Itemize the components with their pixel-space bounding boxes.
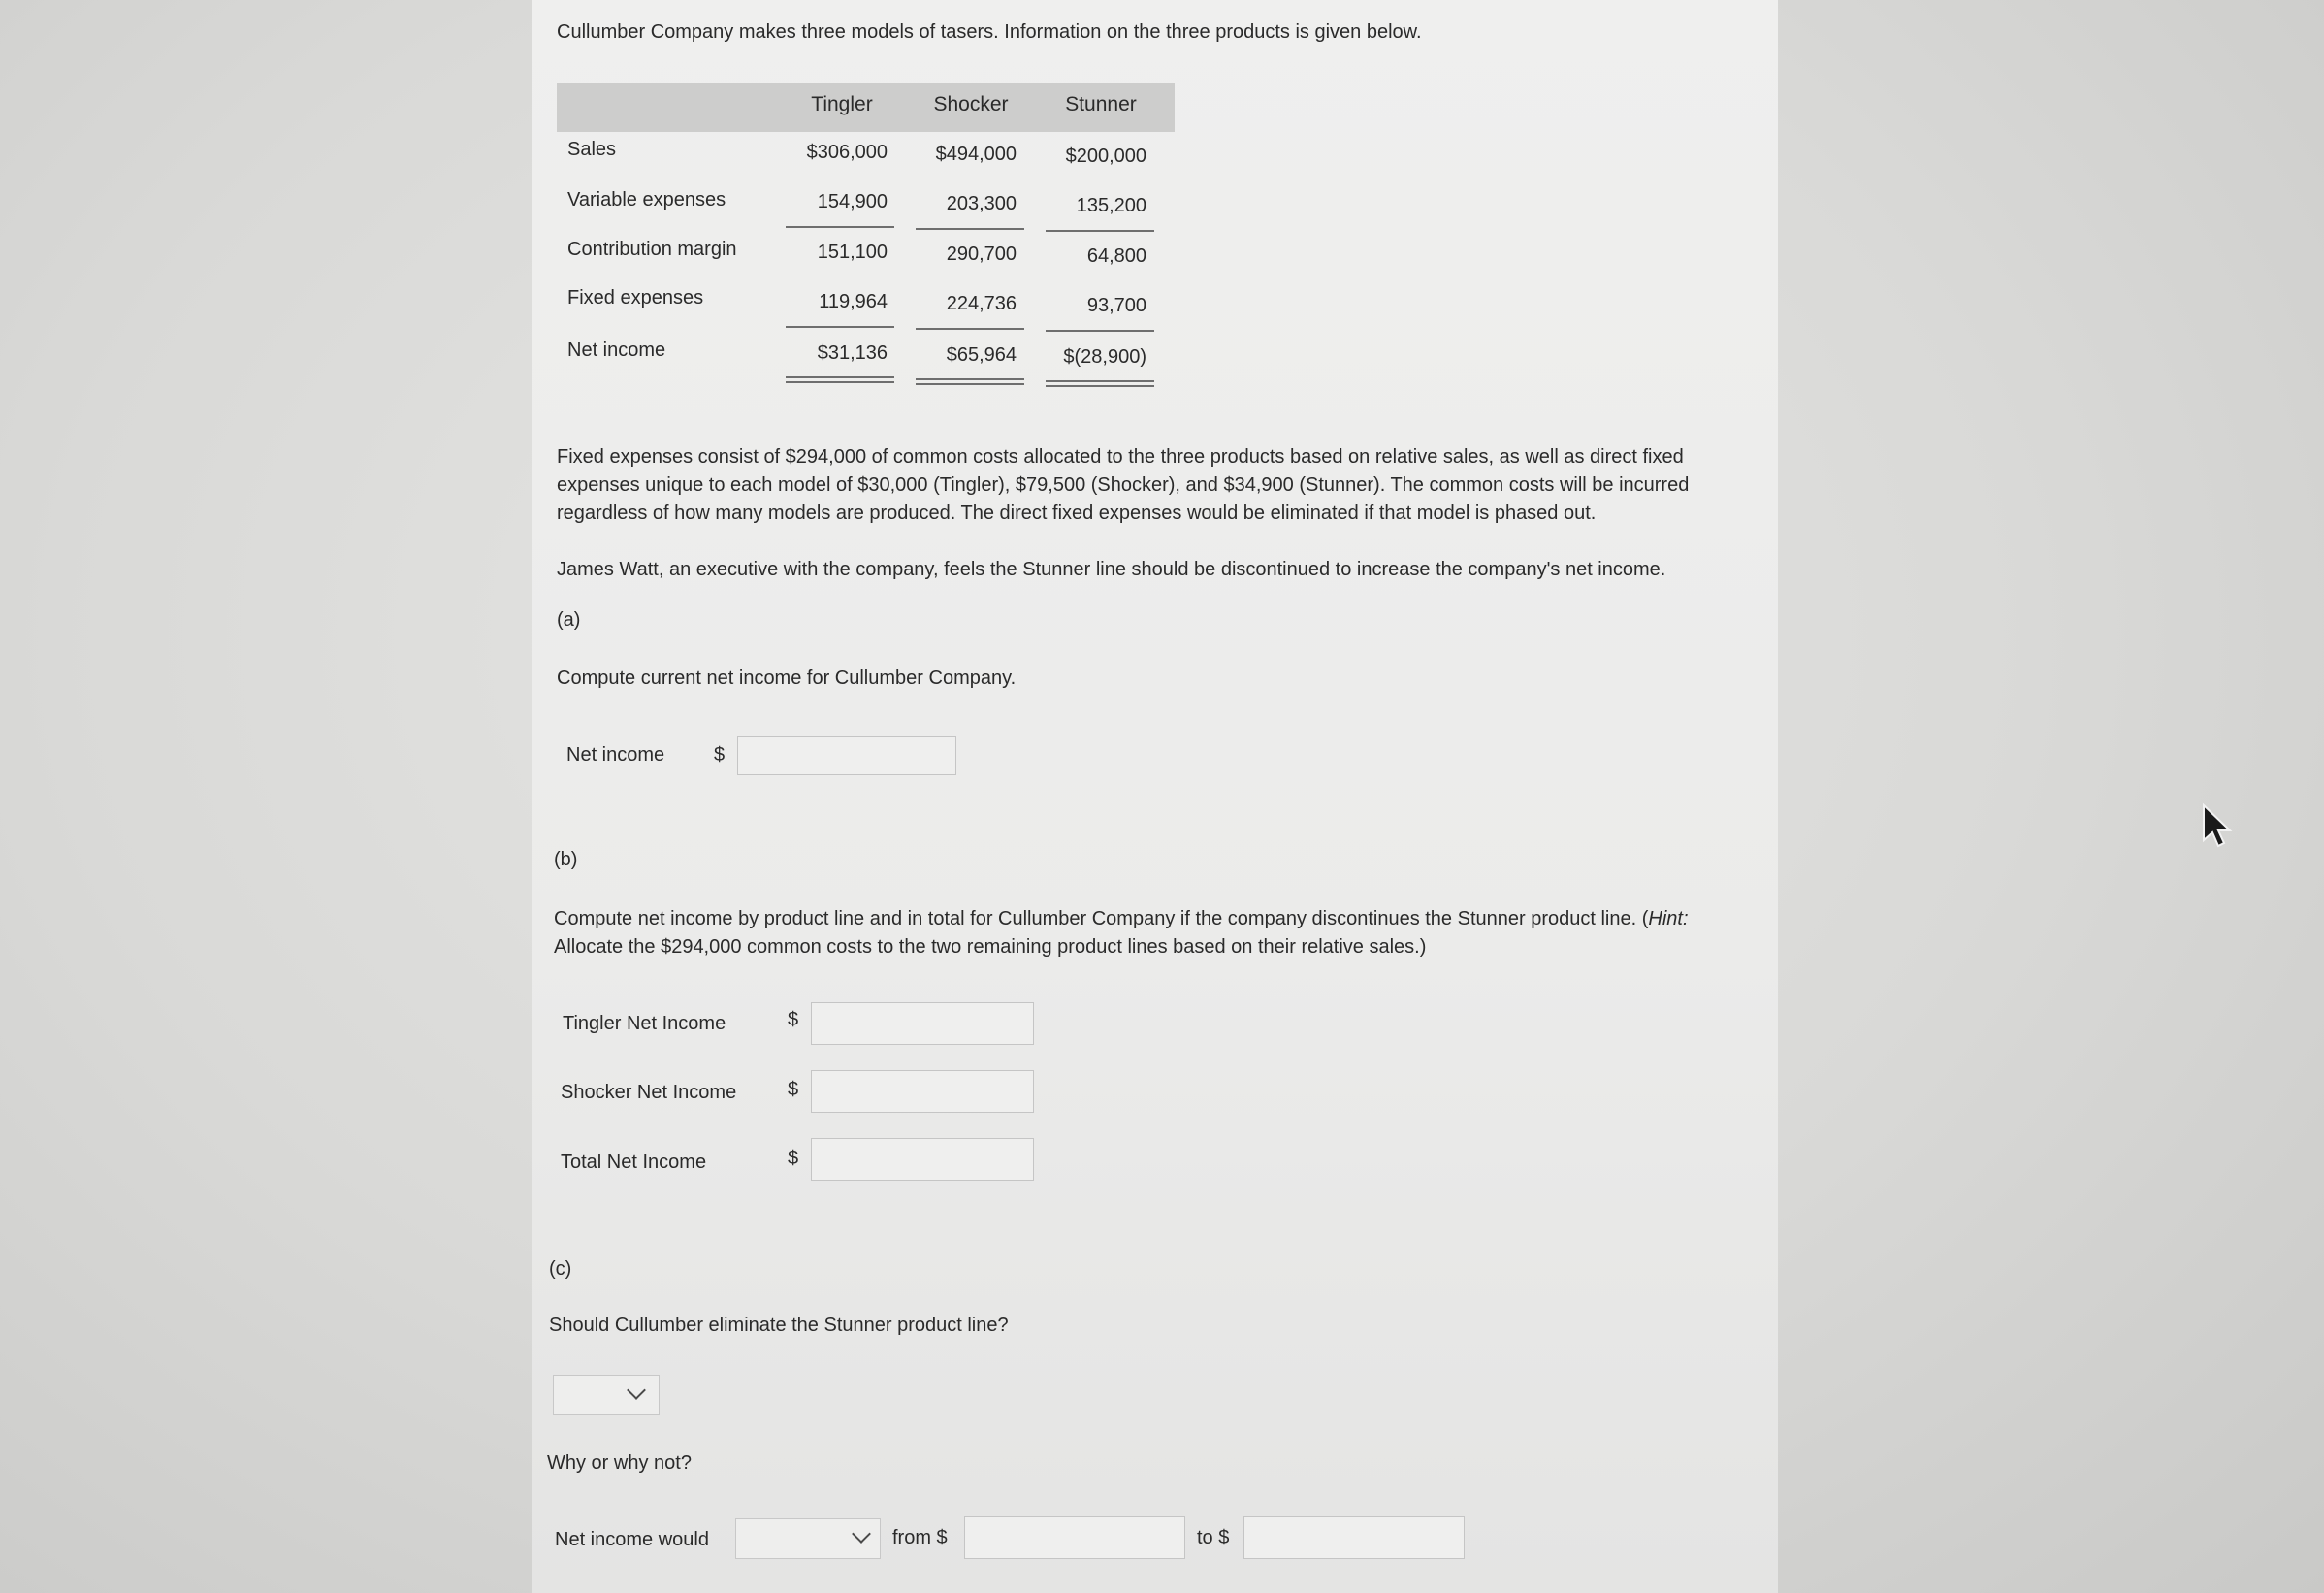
underline-fixed-shocker [916,328,1024,330]
underline-variable-tingler [786,226,894,228]
part-c-question: Should Cullumber eliminate the Stunner product line? [549,1315,1009,1336]
cell-sales-tingler: $306,000 [806,142,888,163]
row-label-sales: Sales [567,139,617,160]
from-amount-input[interactable] [964,1516,1185,1559]
cell-variable-shocker: 203,300 [946,193,1017,214]
double-underline-net-tingler [786,376,894,383]
intro-text: Cullumber Company makes three models of tasers. Information on the three products is given below. [557,21,1422,43]
net-income-input[interactable] [737,736,956,775]
total-net-income-currency: $ [788,1148,799,1169]
part-c-label: (c) [549,1258,572,1280]
cell-sales-shocker: $494,000 [935,144,1017,165]
col-header-tingler: Tingler [811,93,873,115]
part-b-question-line-2: Allocate the $294,000 common costs to the two remaining product lines based on their relative sales.) [554,936,1427,958]
cell-contribution-stunner: 64,800 [1086,245,1146,267]
chevron-down-icon [627,1381,646,1400]
cell-fixed-stunner: 93,700 [1086,295,1146,316]
mouse-pointer-icon [2200,803,2233,855]
cell-variable-tingler: 154,900 [817,191,888,212]
underline-variable-stunner [1046,230,1154,232]
fixed-para-line-2: expenses unique to each model of $30,000 (Tingler), $79,500 (Shocker), and $34,900 (Stunner). The common costs will be incurred [557,474,1690,496]
shocker-net-income-label: Shocker Net Income [561,1082,737,1103]
double-underline-net-stunner [1046,380,1154,387]
net-income-would-label: Net income would [555,1529,709,1550]
to-label: to $ [1197,1527,1230,1548]
cell-contribution-tingler: 151,100 [817,242,888,263]
underline-fixed-stunner [1046,330,1154,332]
net-income-would-select[interactable] [735,1518,881,1559]
part-b-question-line-1: Compute net income by product line and in total for Cullumber Company if the company discontinues the Stunner product line. (Hint: [554,908,1689,929]
total-net-income-input[interactable] [811,1138,1034,1181]
cell-contribution-shocker: 290,700 [946,244,1017,265]
double-underline-net-shocker [916,378,1024,385]
row-label-fixed-expenses: Fixed expenses [567,287,704,309]
tingler-net-income-label: Tingler Net Income [563,1013,726,1034]
fixed-para-line-3: regardless of how many models are produced. The direct fixed expenses would be eliminated if that model is phased out. [557,503,1597,524]
chevron-down-icon [852,1524,871,1544]
underline-variable-shocker [916,228,1024,230]
tingler-net-income-currency: $ [788,1009,799,1030]
cell-variable-stunner: 135,200 [1076,195,1146,216]
to-amount-input[interactable] [1243,1516,1465,1559]
cell-sales-stunner: $200,000 [1065,146,1146,167]
cell-net-tingler: $31,136 [817,342,888,364]
james-watt-paragraph: James Watt, an executive with the company, feels the Stunner line should be discontinued to increase the company's net income. [557,559,1666,580]
total-net-income-label: Total Net Income [561,1152,707,1173]
tingler-net-income-input[interactable] [811,1002,1034,1045]
why-label: Why or why not? [547,1452,692,1474]
eliminate-stunner-select[interactable] [553,1375,660,1415]
col-header-stunner: Stunner [1065,93,1137,115]
underline-fixed-tingler [786,326,894,328]
part-b-label: (b) [554,849,578,870]
shocker-net-income-input[interactable] [811,1070,1034,1113]
hint-word: Hint: [1648,908,1689,929]
cell-net-stunner: $(28,900) [1063,346,1146,368]
part-a-question: Compute current net income for Cullumber Company. [557,667,1017,689]
cell-fixed-tingler: 119,964 [819,291,888,312]
from-label: from $ [892,1527,948,1548]
fixed-para-line-1: Fixed expenses consist of $294,000 of common costs allocated to the three products based on relative sales, as well as direct fixed [557,446,1684,468]
part-a-label: (a) [557,609,581,631]
net-income-label: Net income [566,744,665,765]
row-label-net-income: Net income [567,340,666,361]
net-income-currency: $ [714,744,726,765]
shocker-net-income-currency: $ [788,1079,799,1100]
row-label-contribution-margin: Contribution margin [567,239,737,260]
cell-net-shocker: $65,964 [946,344,1017,366]
col-header-shocker: Shocker [933,93,1009,115]
cell-fixed-shocker: 224,736 [946,293,1017,314]
row-label-variable-expenses: Variable expenses [567,189,726,211]
